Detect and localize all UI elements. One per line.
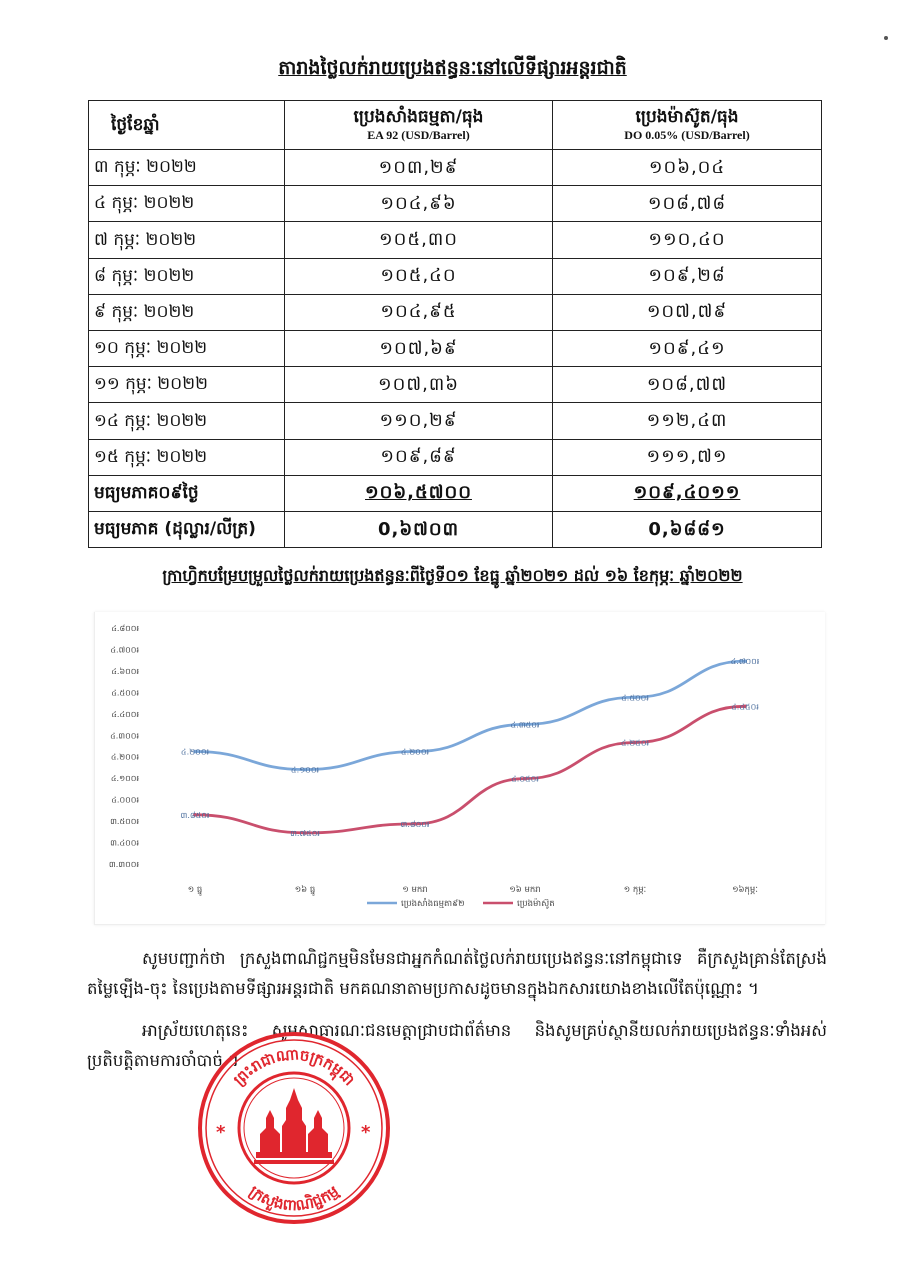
data-label: ៤.០៥០៛ [511,774,539,784]
header-gasoline: ប្រេងសាំងធម្មតា/ធុង EA 92 (USD/Barrel) [285,101,553,150]
cell-gasoline: ១០៣,២៩ [285,150,553,186]
cell-gasoline: ១០៤,៩៥ [285,294,553,330]
cell-gasoline: ១០៩,៨៩ [285,439,553,475]
table-row [89,367,822,403]
x-tick-label: ១ មករា [402,885,428,895]
x-tick-label: ១៦ មករា [509,885,541,895]
y-tick-label: ៤.១០០៛ [110,774,139,784]
angkor-temple-icon [254,1088,334,1164]
seal-text-bottom: ក្រសួងពាណិជ្ជកម្ម [245,1181,343,1215]
seal-text-top: ព្រះរាជាណាចក្រកម្ពុជា [229,1045,359,1090]
y-tick-label: ៤.៨០០៛ [111,624,139,633]
cell-diesel: ១០៧,៧៩ [553,294,822,330]
cell-date: ១០ កុម្ភៈ ២០២២ [89,330,285,366]
data-label: ៤.៤៥០៛ [731,702,759,712]
cell-date: ១១ កុម្ភៈ ២០២២ [89,367,285,403]
cell-diesel: ១០៩,២៨ [553,258,822,294]
ministry-seal [196,1030,392,1226]
instruction-paragraph: អាស្រ័យហេតុនេះ សូមសាធារណៈជនមេត្តាជ្រាបជាព័ត៌មាន និងសូមគ្រប់ស្ថានីយលក់រាយប្រេងឥន្ធនៈទាំងអស់ប្រតិបត្តិតាមការចាំបាច់ ។ [87,1021,827,1070]
cell-date: ១៥ កុម្ភៈ ២០២២ [89,439,285,475]
average-label: មធ្យមភាគ០៩ថ្ងៃ [89,475,285,511]
data-label: ៤.២០០៛ [400,747,430,757]
table-row [89,294,822,330]
y-tick-label: ៣.៤០០៛ [110,838,139,848]
table-header-row [89,101,822,150]
price-chart-svg [95,612,825,924]
cell-gasoline: ១០៧,៣៦ [285,367,553,403]
scan-speck [884,36,888,40]
header-date: ថ្ងៃខែឆ្នាំ [89,101,285,150]
y-tick-label: ៣.៣០០៛ [108,860,139,869]
table-row [89,258,822,294]
average-diesel: ១០៩,៤០១១ [553,475,822,511]
x-tick-label: ១ ធ្នូ [187,885,203,895]
cell-diesel: ១១១,៧១ [553,439,822,475]
y-tick-label: ៤.៣០០៛ [110,731,139,741]
chart-title: ក្រាហ្វិកបម្រែបម្រួលថ្លៃលក់រាយប្រេងឥន្ធនៈពីថ្ងៃទី០១ ខែធ្នូ ឆ្នាំ២០២១ ដល់ ១៦ ខែកុម្ភៈ ឆ្នាំ២០២២ [162,566,743,585]
data-label: ៣.៨០០៛ [400,819,430,829]
data-label: ៤.២៥០៛ [620,738,650,748]
cell-date: ៤ កុម្ភៈ ២០២២ [89,186,285,222]
series-line [195,706,745,833]
data-label: ៤.៣៥០៛ [510,720,540,730]
header-diesel-unit: DO 0.05% (USD/Barrel) [624,128,750,143]
per-liter-diesel: 0,៦៨៨១ [553,511,822,547]
data-label: ៣.៧៥០៛ [290,828,320,838]
cell-gasoline: ១០៥,៤០ [285,258,553,294]
cell-date: ១៤ កុម្ភៈ ២០២២ [89,403,285,439]
data-label: ៣.៨៥០៛ [180,810,210,820]
data-label: ៤.៧០០៛ [730,657,760,667]
cell-diesel: ១១០,៤០ [553,222,822,258]
legend-label: ប្រេងម៉ាស៊ូត [517,899,555,909]
data-label: ៤.៥០០៛ [621,693,649,703]
table-row [89,330,822,366]
average-gasoline: ១០៦,៥៧០០ [285,475,553,511]
header-diesel: ប្រេងម៉ាស៊ូត/ធុង DO 0.05% (USD/Barrel) [553,101,822,150]
cell-date: ៣ កុម្ភៈ ២០២២ [89,150,285,186]
y-tick-label: ៤.៤០០៛ [111,709,139,719]
y-tick-label: ៤.៦០០៛ [111,666,139,676]
y-tick-label: ៤.០០០៛ [111,795,139,805]
y-tick-label: ៤.៥០០៛ [111,688,139,698]
seal-star-right: * [361,1122,371,1143]
legend-label: ប្រេងសាំងធម្មតា៩២ [401,899,465,909]
cell-gasoline: ១០៧,៦៩ [285,330,553,366]
document-title: តារាងថ្លៃលក់រាយប្រេងឥន្ធនៈនៅលើទីផ្សារអន្តរជាតិ [278,57,627,79]
seal-star-left: * [216,1122,226,1143]
table-row [89,222,822,258]
y-tick-label: ៣.៥០០៛ [110,817,139,827]
cell-diesel: ១១២,៤៣ [553,403,822,439]
cell-diesel: ១០៦,០៤ [553,150,822,186]
cell-diesel: ១០៩,៤១ [553,330,822,366]
y-tick-label: ៤.២០០៛ [110,752,139,762]
cell-gasoline: ១០៤,៩៦ [285,186,553,222]
y-tick-label: ៤.៧០០៛ [110,645,139,655]
per-liter-row [89,511,822,547]
fuel-price-table [88,100,822,548]
table-row [89,403,822,439]
per-liter-label: មធ្យមភាគ (ដុល្លារ/លីត្រ) [89,511,285,547]
x-tick-label: ១ កុម្ភៈ [623,885,647,895]
data-label: ៤.១០០៛ [290,765,320,775]
table-row [89,186,822,222]
average-row [89,475,822,511]
series-line [195,661,745,769]
header-gasoline-unit: EA 92 (USD/Barrel) [367,128,470,143]
table-row [89,439,822,475]
table-row [89,150,822,186]
cell-date: ៩ កុម្ភៈ ២០២២ [89,294,285,330]
cell-gasoline: ១០៥,៣០ [285,222,553,258]
note-paragraph: សូមបញ្ជាក់ថា ក្រសួងពាណិជ្ជកម្មមិនមែនជាអ្នកកំណត់ថ្លៃលក់រាយប្រេងឥន្ធនៈនៅកម្ពុជាទេ គឺក្រសួងគ្រាន់តែស្រង់តម្លៃឡើង-ចុះ នៃប្រេងតាមទីផ្សារអន្តរជាតិ មកគណនាតាមប្រកាសដូចមានក្នុងឯកសារយោងខាងលើតែប៉ុណ្ណោះ ។ [87,949,827,998]
cell-date: ៨ កុម្ភៈ ២០២២ [89,258,285,294]
data-label: ៤.២០០៛ [180,747,210,757]
cell-gasoline: ១១០,២៩ [285,403,553,439]
cell-diesel: ១០៨,៧៧ [553,367,822,403]
per-liter-gasoline: 0,៦៧០៣ [285,511,553,547]
cell-date: ៧ កុម្ភៈ ២០២២ [89,222,285,258]
cell-diesel: ១០៨,៧៨ [553,186,822,222]
price-chart [94,612,825,925]
x-tick-label: ១៦ ធ្នូ [294,885,316,895]
x-tick-label: ១៦កុម្ភៈ [732,885,758,895]
